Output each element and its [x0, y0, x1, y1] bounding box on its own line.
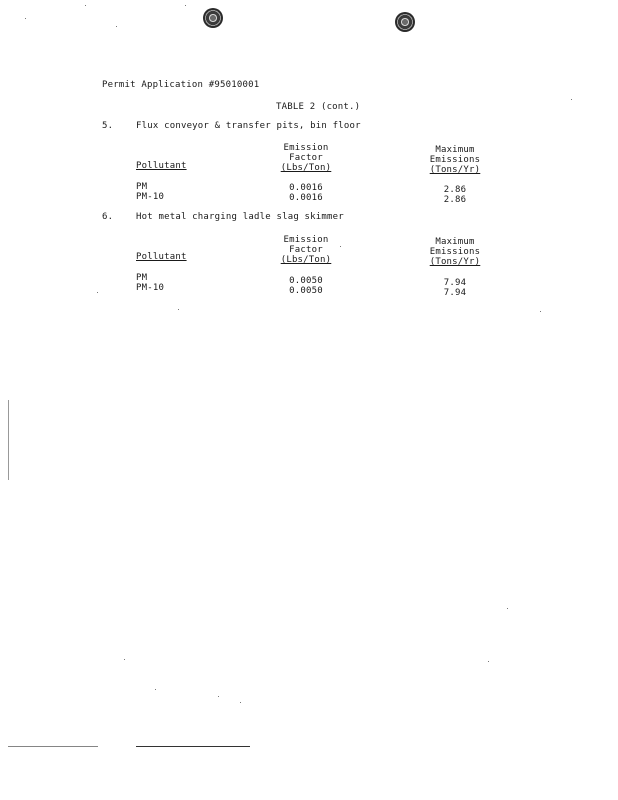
table-cell-factor: 0.0016 — [289, 183, 323, 193]
scan-speck — [178, 309, 179, 310]
column-header-max: Maximum — [435, 237, 475, 247]
scan-speck — [340, 246, 341, 247]
scan-speck — [85, 5, 86, 6]
table-cell-pollutant: PM-10 — [136, 283, 165, 293]
scan-speck — [218, 696, 219, 697]
column-header-factor: Factor — [289, 153, 323, 163]
table-cell-factor: 0.0050 — [289, 286, 323, 296]
column-header-max-unit: (Tons/Yr) — [429, 165, 481, 175]
column-header-factor: Emission — [283, 235, 329, 245]
table-cell-max: 7.94 — [443, 278, 467, 288]
section-title: Flux conveyor & transfer pits, bin floor — [136, 121, 361, 131]
column-header-factor: Factor — [289, 245, 323, 255]
seal-icon — [395, 12, 415, 32]
scan-speck — [488, 661, 489, 662]
section-title: Hot metal charging ladle slag skimmer — [136, 212, 344, 222]
scan-speck — [116, 26, 117, 27]
table-cell-max: 7.94 — [443, 288, 467, 298]
footnote-rule — [136, 746, 250, 747]
column-header-max: Maximum — [435, 145, 475, 155]
table-cell-max: 2.86 — [443, 195, 467, 205]
scan-speck — [507, 608, 508, 609]
table-cell-pollutant: PM — [136, 273, 148, 283]
table-cell-pollutant: PM — [136, 182, 148, 192]
scan-speck — [185, 5, 186, 6]
column-header-max-unit: (Tons/Yr) — [429, 257, 481, 267]
scan-edge-line — [8, 746, 98, 747]
table-title: TABLE 2 (cont.) — [276, 102, 361, 112]
scan-speck — [571, 99, 572, 100]
column-header-factor-unit: (Lbs/Ton) — [280, 255, 332, 265]
section-number: 5. — [102, 121, 114, 131]
table-cell-factor: 0.0016 — [289, 193, 323, 203]
table-cell-factor: 0.0050 — [289, 276, 323, 286]
column-header-factor-unit: (Lbs/Ton) — [280, 163, 332, 173]
table-cell-max: 2.86 — [443, 185, 467, 195]
column-header-max: Emissions — [429, 247, 481, 257]
scan-speck — [97, 292, 98, 293]
column-header-pollutant: Pollutant — [136, 161, 187, 171]
section-number: 6. — [102, 212, 114, 222]
seal-icon — [203, 8, 223, 28]
scan-speck — [124, 659, 125, 660]
column-header-max: Emissions — [429, 155, 481, 165]
permit-header: Permit Application #95010001 — [102, 80, 260, 90]
scan-speck — [540, 311, 541, 312]
scan-edge-line — [8, 400, 9, 480]
column-header-pollutant: Pollutant — [136, 252, 187, 262]
scan-speck — [155, 689, 156, 690]
scan-speck — [25, 18, 26, 19]
column-header-factor: Emission — [283, 143, 329, 153]
table-cell-pollutant: PM-10 — [136, 192, 165, 202]
scan-speck — [240, 702, 241, 703]
